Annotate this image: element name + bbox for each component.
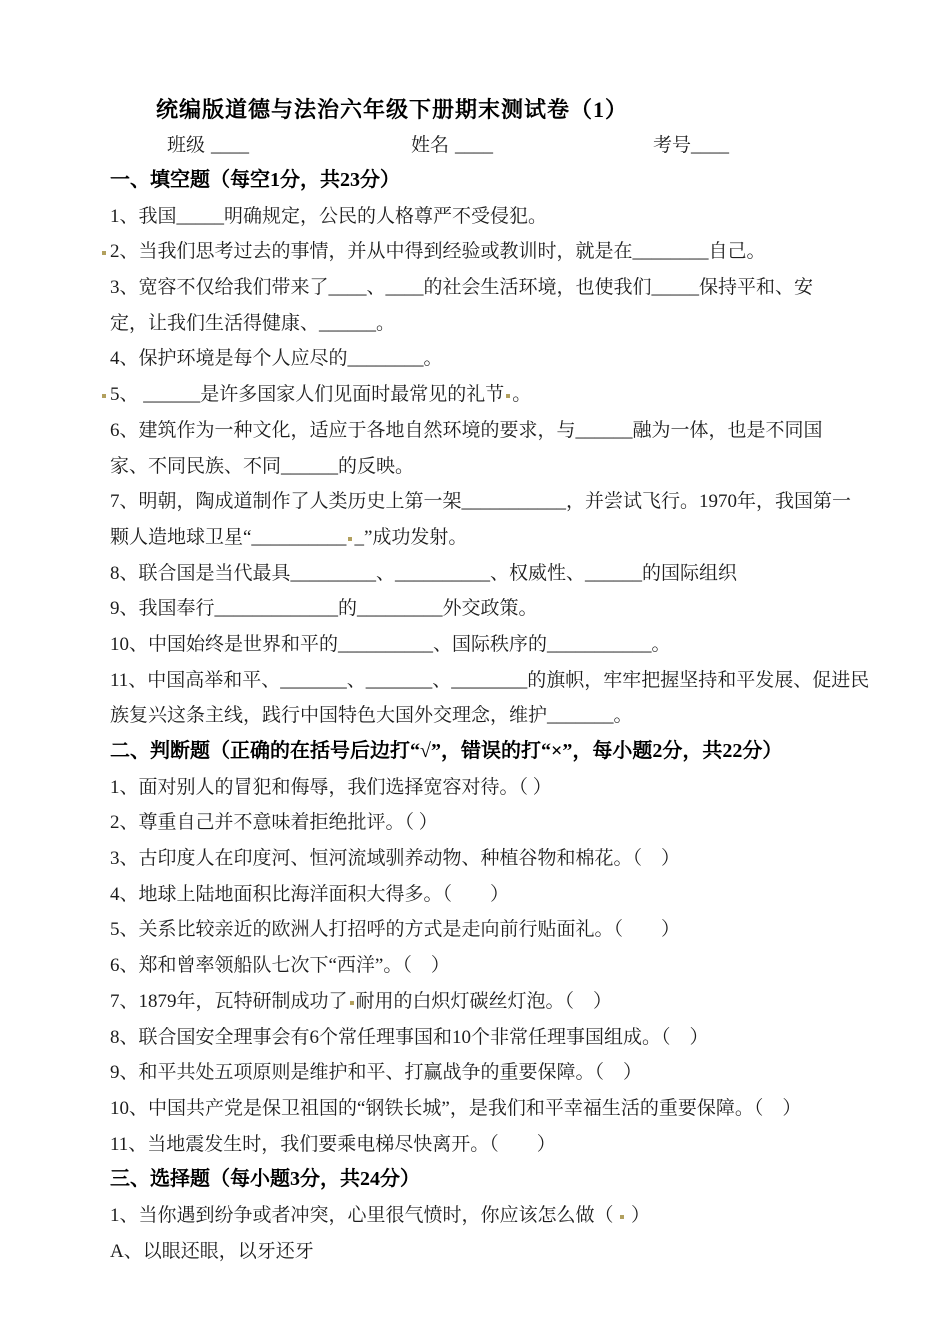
stray-mark-dot-icon: [620, 1215, 624, 1219]
question-line: [110, 912, 880, 948]
question-text: 5、关系比较亲近的欧洲人打招呼的方式是走向前行贴面礼。（ ）: [110, 919, 681, 941]
question-text: 家、不同民族、不同______的反映。: [110, 455, 415, 477]
question-text: 颗人造地球卫星“__________: [110, 526, 347, 548]
question-line: [110, 484, 880, 520]
question-line: [110, 770, 880, 806]
stray-mark-dot-icon: [350, 1001, 354, 1005]
class-blank: ____: [211, 135, 250, 156]
question-text: 4、地球上陆地面积比海洋面积大得多。（ ）: [110, 883, 510, 905]
question-line: [110, 199, 880, 235]
question-text: 10、中国始终是世界和平的__________、国际秩序的___________。: [110, 633, 671, 655]
section-heading: 三、选择题（每小题3分，共24分）: [110, 1168, 420, 1191]
question-text: 8、联合国是当代最具_________、__________、权威性、______的国际组织: [110, 562, 738, 584]
question-line: [110, 984, 880, 1020]
question-line: [110, 306, 880, 342]
question-line: [110, 377, 880, 413]
class-label: 班级: [167, 135, 206, 156]
question-text: 9、我国奉行_____________的_________外交政策。: [110, 598, 538, 620]
question-line: [110, 627, 880, 663]
question-text: ）: [626, 1204, 651, 1226]
question-text: 定，让我们生活得健康、______。: [110, 312, 396, 334]
question-text: 6、建筑作为一种文化，适应于各地自然环境的要求，与______融为一体，也是不同国: [110, 419, 823, 441]
question-text: 2、当我们思考过去的事情，并从中得到经验或教训时，就是在________自己。: [110, 241, 766, 263]
question-line: [110, 591, 880, 627]
question-text: _”成功发射。: [354, 526, 468, 548]
question-text: A、以眼还眼，以牙还牙: [110, 1240, 314, 1262]
question-line: [110, 877, 880, 913]
class-field: [167, 128, 249, 163]
question-text: 族复兴这条主线，践行中国特色大国外交理念，维护_______。: [110, 705, 633, 727]
question-text: 7、1879年，瓦特研制成功了: [110, 990, 348, 1012]
question-text: 耐用的白炽灯碳丝灯泡。（ ）: [355, 990, 613, 1012]
question-line: [110, 663, 880, 699]
name-blank: ____: [455, 135, 494, 156]
name-field: [411, 128, 493, 163]
stray-mark-dot-icon: [102, 251, 106, 255]
question-text: 9、和平共处五项原则是维护和平、打赢战争的重要保障。（ ）: [110, 1062, 643, 1084]
exam-no-blank: ____: [691, 135, 730, 156]
question-line: [110, 520, 880, 556]
question-line: [110, 270, 880, 306]
question-text: 1、面对别人的冒犯和侮辱，我们选择宽容对待。（ ）: [110, 776, 552, 798]
question-text: 4、保护环境是每个人应尽的________。: [110, 348, 443, 370]
question-line: [110, 1020, 880, 1056]
stray-mark-dot-icon: [102, 394, 106, 398]
question-line: [110, 1127, 880, 1163]
exam-sections: [110, 163, 880, 1269]
page-title: 统编版道德与法治六年级下册期末测试卷（1）: [156, 97, 629, 122]
stray-mark-dot-icon: [348, 537, 352, 541]
question-text: 3、古印度人在印度河、恒河流域驯养动物、种植谷物和棉花。（ ）: [110, 848, 681, 870]
question-line: [110, 841, 880, 877]
question-line: [110, 556, 880, 592]
question-line: [110, 948, 880, 984]
section-heading: 二、判断题（正确的在括号后边打“√”，错误的打“×”，每小题2分，共22分）: [110, 740, 783, 762]
question-line: [110, 234, 880, 270]
question-line: [110, 805, 880, 841]
question-line: [110, 413, 880, 449]
question-line: [110, 1234, 880, 1270]
question-text: 11、当地震发生时，我们要乘电梯尽快离开。（ ）: [110, 1133, 556, 1155]
question-line: [110, 449, 880, 485]
question-line: [110, 1091, 880, 1127]
question-text: 8、联合国安全理事会有6个常任理事国和10个非常任理事国组成。（ ）: [110, 1026, 709, 1048]
question-line: [110, 1198, 880, 1234]
question-text: 7、明朝，陶成道制作了人类历史上第一架___________，并尝试飞行。1970年，我国第一: [110, 491, 852, 513]
section-heading: 一、填空题（每空1分，共23分）: [110, 169, 400, 191]
question-text: 11、中国高举和平、_______、_______、________的旗帜，牢牢把握坚持和平发展、促进民: [110, 669, 870, 691]
question-text: 2、尊重自己并不意味着拒绝批评。（ ）: [110, 812, 438, 834]
exam-no-label: 考号: [653, 135, 692, 156]
name-label: 姓名: [411, 135, 450, 156]
student-info-row: [110, 128, 880, 163]
question-text: 1、当你遇到纷争或者冲突，心里很气愤时，你应该怎么做（: [110, 1204, 619, 1226]
stray-mark-dot-icon: [506, 394, 510, 398]
question-text: 1、我国_____明确规定，公民的人格尊严不受侵犯。: [110, 205, 548, 227]
question-text: 10、中国共产党是保卫祖国的“钢铁长城”，是我们和平幸福生活的重要保障。（ ）: [110, 1097, 802, 1119]
question-text: 6、郑和曾率领船队七次下“西洋”。（ ）: [110, 955, 450, 977]
question-text: 。: [512, 384, 532, 406]
question-text: 3、宽容不仅给我们带来了____、____的社会生活环境，也使我们_____保持平和、安: [110, 277, 814, 299]
question-line: [110, 341, 880, 377]
question-text: 5、 ______是许多国家人们见面时最常见的礼节: [110, 384, 505, 406]
exam-no-field: [653, 128, 729, 163]
question-line: [110, 698, 880, 734]
question-line: [110, 1055, 880, 1091]
